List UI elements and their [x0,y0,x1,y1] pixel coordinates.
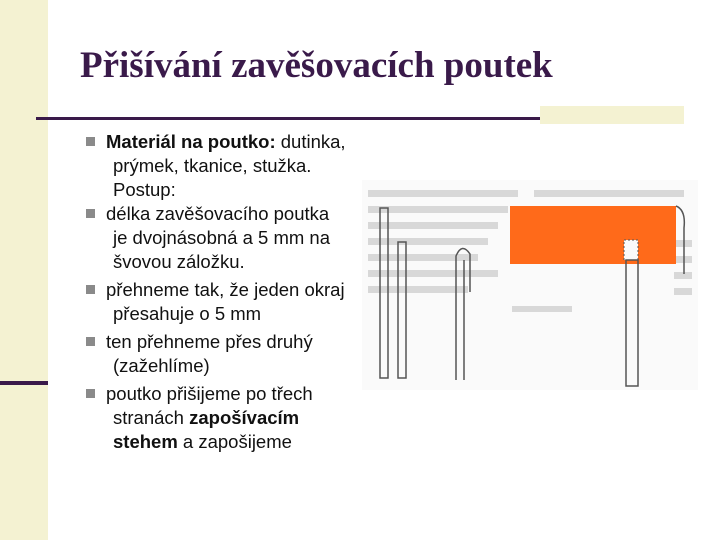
bullet-continuation: (zažehlíme) [113,355,210,376]
bullet-marker [86,285,95,294]
bullet-item [86,130,376,178]
bullet-item [86,330,376,378]
bullet-item [86,382,376,454]
bullet-subheading [86,178,376,202]
stitched-loop-top [624,240,638,260]
bullet-continuation: přesahuje o 5 mm [113,303,262,324]
bullet-text: poutko přišijeme po třech [106,383,313,404]
bullet-text: přehneme tak, že jeden okraj [106,279,345,300]
fabric-band [510,206,676,264]
left-accent-line [0,381,48,385]
postup-label: Postup: [113,179,176,200]
left-decor-bar [0,0,48,540]
bullet-marker [86,137,95,146]
bullet-continuation: je dvojnásobná a 5 mm na [113,227,330,248]
slide-title: Přišívání zavěšovacích poutek [80,45,553,86]
bullet-text: dutinka, [275,131,346,152]
title-decor-block [540,106,684,124]
loop-illustration [362,180,698,390]
bullet-list [86,130,376,454]
bullet-item [86,278,376,326]
bullet-item [86,202,376,274]
bullet-continuation-text: stranách [113,407,190,428]
bullet-bold-text: stehem [113,431,178,452]
bullet-continuation-text: a zapošijeme [177,431,292,452]
bullet-bold-text: zapošívacím [189,407,300,428]
bullet-marker [86,337,95,346]
bullet-text: délka zavěšovacího poutka [106,203,330,224]
bullet-bold-text: Materiál na poutko: [106,131,276,152]
bullet-continuation [106,406,376,430]
bullet-continuation: prýmek, tkanice, stužka. [113,155,312,176]
bullet-continuation [106,430,376,454]
bullet-marker [86,389,95,398]
bullet-text: ten přehneme přes druhý [106,331,313,352]
bullet-continuation: švovou záložku. [113,251,245,272]
bullet-marker [86,209,95,218]
